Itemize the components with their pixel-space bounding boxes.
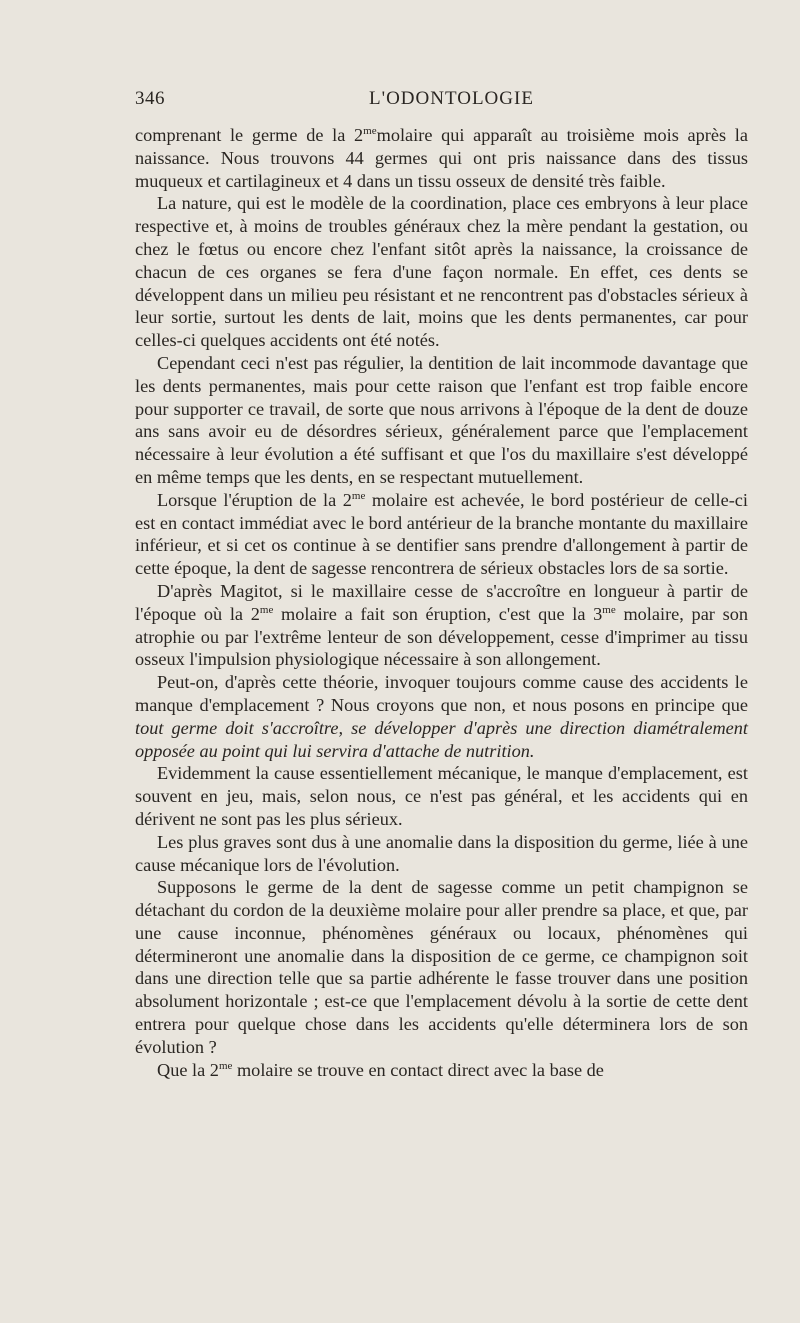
text-run: Lorsque l'éruption de la 2 [157, 489, 352, 510]
paragraph [135, 352, 748, 489]
text-run: Que la 2 [157, 1059, 219, 1080]
italic-text: tout germe doit s'accroître, se développer d'après une direction diamétralement opposée au point qui lui servira d'attache de nutrition. [135, 717, 748, 761]
superscript: me [218, 1059, 233, 1072]
paragraph [135, 489, 748, 580]
text-run: Cependant ceci n'est pas régulier, la dentition de lait incommode davantage que les dents permanentes, mais pour cette raison que l'enfant est trop faible encore pour supporter ce travail, de sorte que nous arrivons à l'époque de la dent de douze ans sans avoir eu de désordres sérieux, généralement parce que l'emplacement nécessaire à leur évolution a été suffisant et que l'os du maxillaire s'est développé en même temps que les dents, en se respectant mutuellement. [135, 352, 748, 487]
paragraph [135, 762, 748, 830]
paragraph [135, 580, 748, 671]
page-number: 346 [135, 88, 165, 109]
text-run: La nature, qui est le modèle de la coordination, place ces embryons à leur place respective et, à moins de troubles généraux chez la mère pendant la gestation, ou chez le fœtus ou encore chez l'enfant sitôt après la naissance, la croissance de chacun de ces organes se fera d'une façon normale. En effet, ces dents se développent dans un milieu peu résistant et ne rencontrent pas d'obstacles sérieux à leur sortie, surtout les dents de lait, moins que les dents permanentes, car pour celles-ci quelques accidents ont été notés. [135, 193, 748, 351]
text-run: Peut-on, d'après cette théorie, invoquer toujours comme cause des accidents le manque d'emplacement ? Nous croyons que non, et nous posons en principe que [135, 672, 748, 715]
body-text [135, 124, 748, 1081]
text-run: molaire qui apparaît au troisième mois après la naissance. Nous trouvons 44 germes qui ont pris naissance dans des tissus muqueux et cartilagineux et 4 dans un tissu osseux de densité très faible. [135, 125, 748, 191]
text-run: molaire, par son atrophie ou par l'extrême lenteur de son développement, cesse d'imprimer au tissu osseux l'impulsion physiologique nécessaire à son allongement. [135, 603, 748, 670]
superscript: me [259, 603, 274, 616]
paragraph [135, 1059, 748, 1082]
page-header [135, 88, 748, 114]
text-run: Evidemment la cause essentiellement mécanique, le manque d'emplacement, est souvent en jeu, mais, selon nous, ce n'est pas général, et les accidents qui en dérivent ne sont pas les plus sérieux. [135, 763, 748, 829]
text-run: Les plus graves sont dus à une anomalie dans la disposition du germe, liée à une cause mécanique lors de l'évolution. [135, 831, 748, 875]
text-run: molaire est achevée, le bord postérieur de celle-ci est en contact immédiat avec le bord antérieur de la branche montante du maxillaire inférieur, et si cet os continue à se dentifier sans prendre d'allongement à partir de cette époque, la dent de sagesse rencontrera de sérieux obstacles lors de sa sortie. [135, 489, 748, 579]
superscript: me [363, 124, 377, 137]
text-run: comprenant le germe de la 2 [135, 125, 364, 145]
superscript: me [602, 603, 616, 616]
running-title: L'ODONTOLOGIE [369, 88, 534, 109]
text-run: molaire a fait son éruption, c'est que la 3 [273, 603, 603, 624]
superscript: me [351, 489, 366, 502]
paragraph [135, 192, 748, 352]
paragraph [135, 876, 748, 1058]
paragraph [135, 671, 748, 762]
paragraph [135, 124, 748, 192]
text-run: D'après Magitot, si le maxillaire cesse de s'accroître en longueur à partir de l'époque où la 2 [135, 580, 748, 624]
text-run: Supposons le germe de la dent de sagesse comme un petit champignon se détachant du cordon de la deuxième molaire pour aller prendre sa place, et que, par une cause inconnue, phénomènes généraux ou locaux, phénomènes qui détermineront une anomalie dans la disposition de ce germe, ce champignon soit dans une direction telle que sa partie adhérente le fasse trouver dans une position absolument horizontale ; est-ce que l'emplacement dévolu à la sortie de cette dent entrera pour quelque chose dans les accidents qu'elle déterminera lors de son évolution ? [135, 877, 748, 1057]
text-run: molaire se trouve en contact direct avec la base de [232, 1059, 604, 1080]
paragraph [135, 831, 748, 877]
